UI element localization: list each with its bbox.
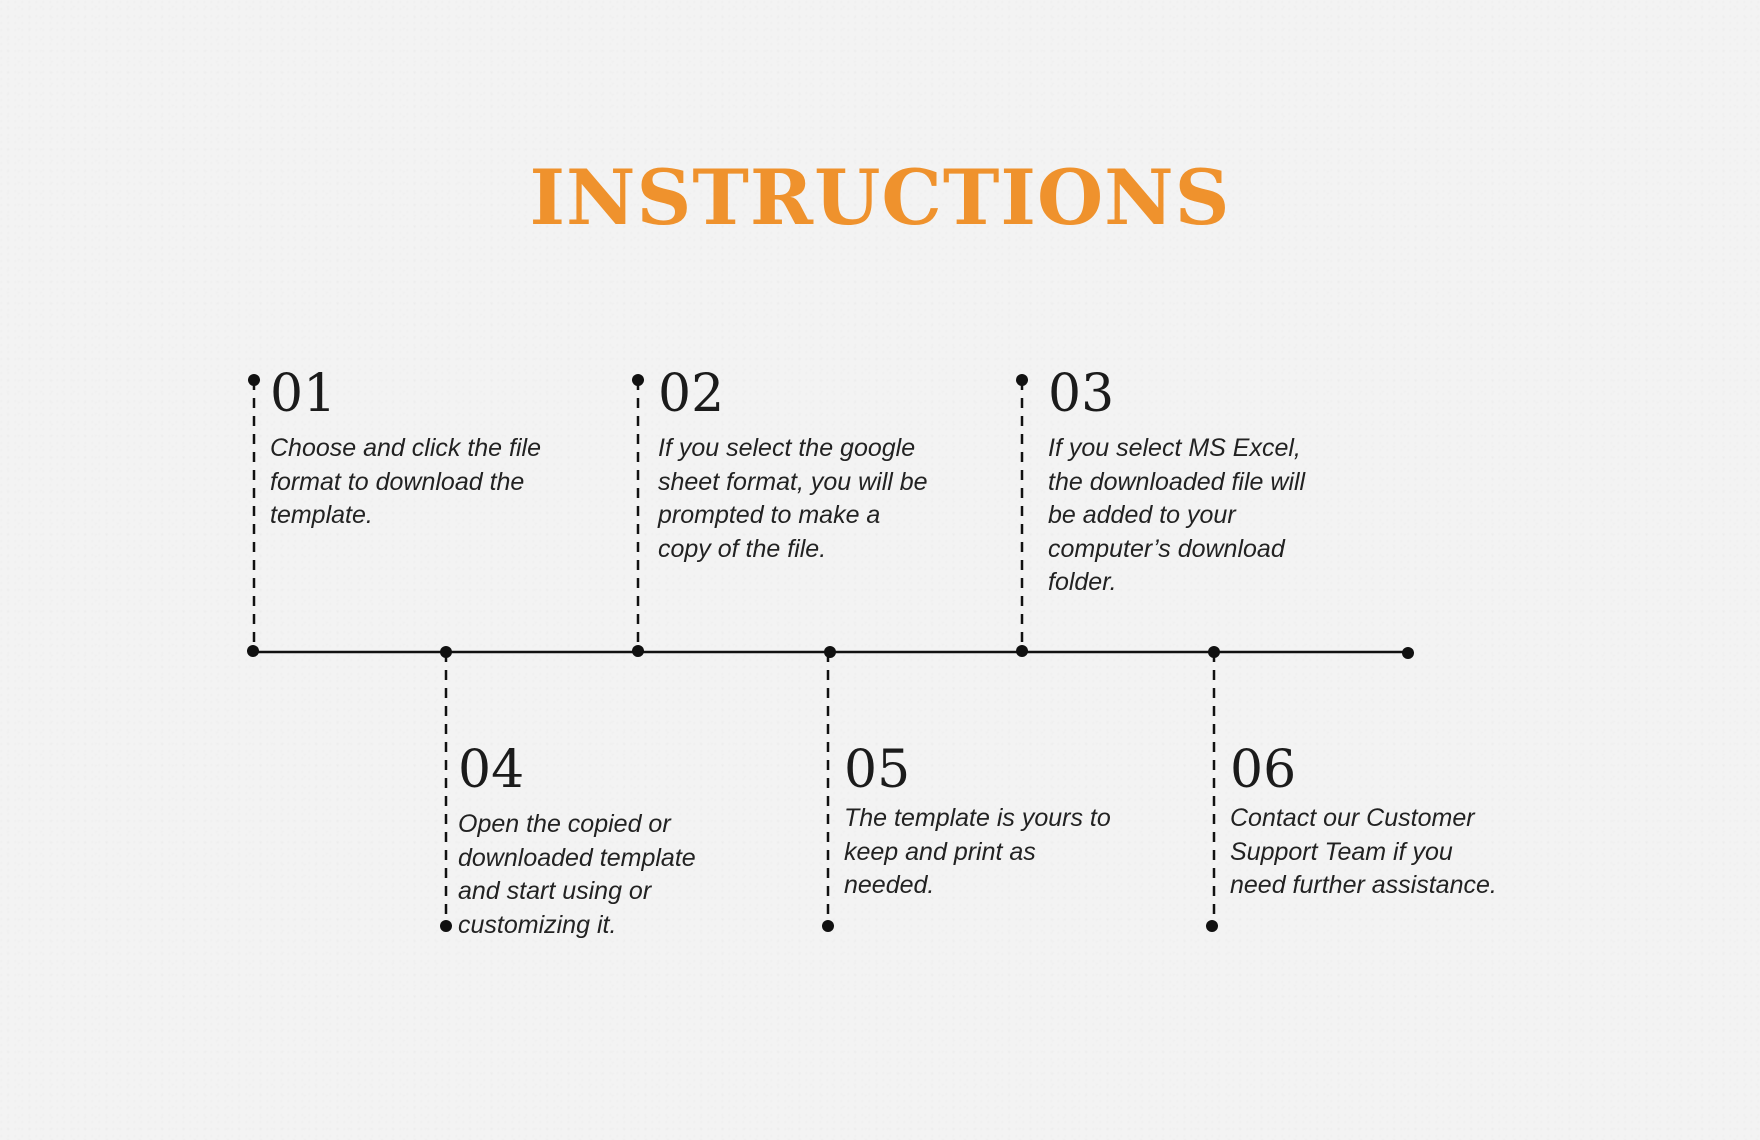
step-03-top-dot bbox=[1016, 374, 1028, 386]
step-04-number: 04 bbox=[458, 740, 525, 800]
axis-dot-02 bbox=[632, 645, 644, 657]
step-06-text: Contact our Customer Support Team if you need further assistance. bbox=[1230, 804, 1497, 899]
step-02-number: 02 bbox=[658, 364, 725, 424]
step-02-text: If you select the google sheet format, you will be prompted to make a copy of the file. bbox=[658, 434, 928, 563]
step-02 bbox=[658, 366, 958, 566]
step-01-text: Choose and click the file format to download the template. bbox=[270, 434, 541, 529]
step-05-number: 05 bbox=[844, 740, 911, 800]
axis-dot-05 bbox=[824, 646, 836, 658]
step-06-number: 06 bbox=[1230, 740, 1297, 800]
axis-dot-01 bbox=[247, 645, 259, 657]
axis-dot-03 bbox=[1016, 645, 1028, 657]
step-06 bbox=[1230, 742, 1530, 903]
step-01-top-dot bbox=[248, 374, 260, 386]
page-title: INSTRUCTIONS bbox=[529, 153, 1231, 242]
step-02-top-dot bbox=[632, 374, 644, 386]
step-04 bbox=[458, 742, 758, 942]
step-06-bottom-dot bbox=[1206, 920, 1218, 932]
step-04-text: Open the copied or downloaded template and start using or customizing it. bbox=[458, 810, 696, 939]
step-01-number: 01 bbox=[270, 364, 337, 424]
axis-end-dot bbox=[1402, 647, 1414, 659]
step-03-text: If you select MS Excel, the downloaded file will be added to your computer’s download folder. bbox=[1048, 434, 1306, 596]
step-03-number: 03 bbox=[1048, 364, 1115, 424]
step-04-bottom-dot bbox=[440, 920, 452, 932]
axis-dot-04 bbox=[440, 646, 452, 658]
step-05-bottom-dot bbox=[822, 920, 834, 932]
step-03 bbox=[1048, 366, 1348, 600]
axis-dot-06 bbox=[1208, 646, 1220, 658]
step-05-text: The template is yours to keep and print as needed. bbox=[844, 804, 1111, 899]
step-01 bbox=[270, 366, 570, 533]
step-05 bbox=[844, 742, 1144, 903]
